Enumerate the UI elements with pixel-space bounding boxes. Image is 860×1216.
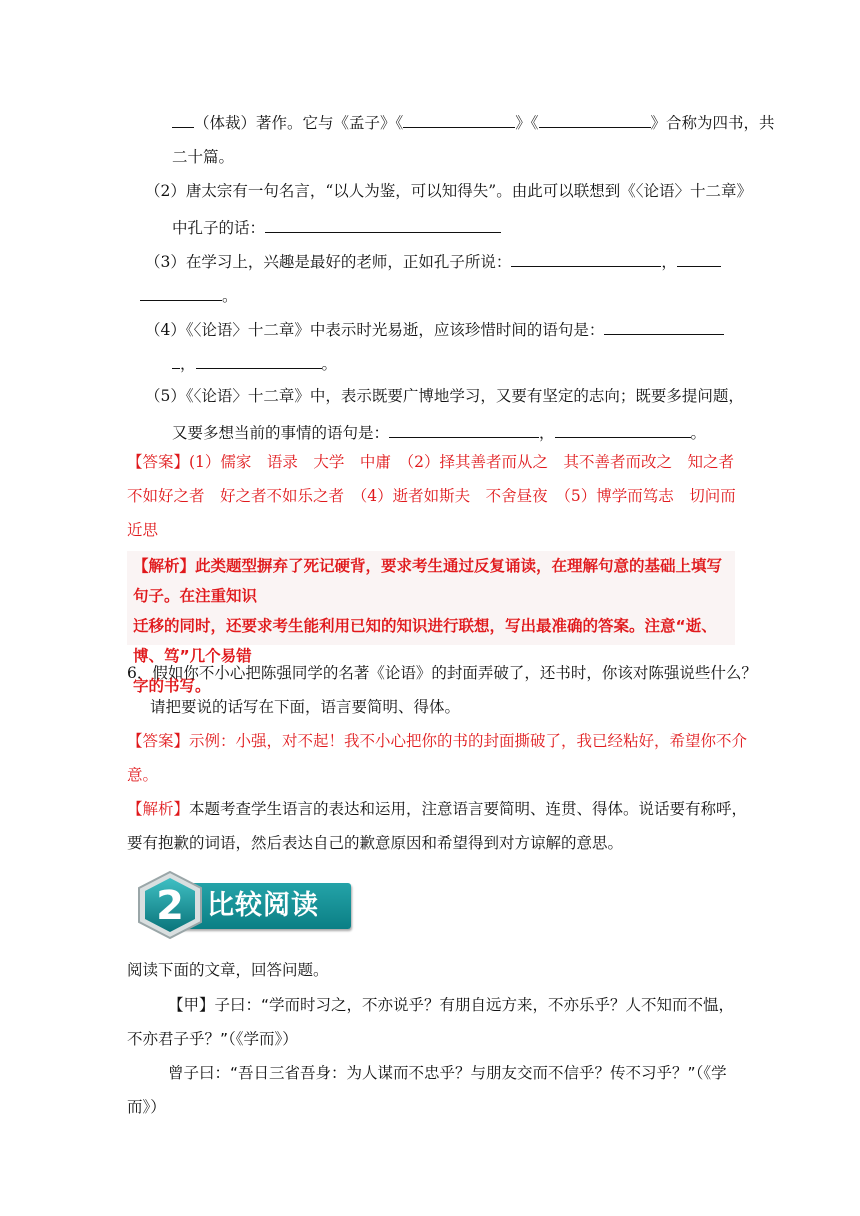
explanation5-line1: 【解析】此类题型摒弃了死记硬背，要求考生通过反复诵读，在理解句意的基础上填写句子。在注重知识 <box>133 557 723 605</box>
section-title: 比较阅读 <box>207 890 319 921</box>
section-number-hexagon-icon <box>133 869 207 941</box>
reading-intro: 阅读下面的文章，回答问题。 <box>127 961 329 979</box>
q5-line-2: 二十篇。 <box>172 148 235 166</box>
q5-sub2-line1: （2）唐太宗有一句名言，“以人为鉴，可以知得失”。由此可以联想到《〈论语〉十二章》 <box>145 182 752 200</box>
q5-text: 又要多想当前的事情的语句是： <box>172 424 390 442</box>
q6-line1: 6．假如你不小心把陈强同学的名著《论语》的封面弄破了，还书时，你该对陈强说些什么？ <box>127 664 757 682</box>
passage-zeng-line1: 曾子曰：“吾日三省吾身：为人谋而不忠乎？与朋友交而不信乎？传不习乎？”（《学 <box>168 1064 727 1082</box>
q5-sub2-line2 <box>172 216 501 238</box>
section-banner <box>133 869 353 941</box>
q5-text: ， <box>661 253 677 271</box>
q5-text: 》《 <box>515 114 539 132</box>
q5-text: ， <box>180 355 196 373</box>
explanation6-line2: 要有抱歉的词语，然后表达自己的歉意原因和希望得到对方谅解的意思。 <box>127 834 624 852</box>
q5-text: 。 <box>690 424 707 442</box>
q5-text: 。 <box>321 355 338 373</box>
blank-book-1 <box>403 111 515 128</box>
blank-sub3-a <box>511 250 661 267</box>
blank-sub5-b <box>555 421 691 438</box>
blank-sub3-b <box>677 250 721 267</box>
q5-text: 中孔子的话： <box>172 219 266 237</box>
section-number: 2 <box>156 883 184 929</box>
explanation6-line1 <box>127 799 747 819</box>
answer5-line3: 近思 <box>127 521 159 539</box>
answer5-line1: 【答案】(1）儒家 语录 大学 中庸 （2）择其善者而从之 其不善者而改之 知之者 <box>127 453 735 471</box>
answer6-line1: 【答案】示例：小强，对不起！我不小心把你的书的封面撕破了，我已经粘好，希望你不介 <box>127 732 748 750</box>
q5-text: 。 <box>222 287 238 305</box>
blank-sub4-a <box>604 318 724 335</box>
q5-text: 》合称为四书，共 <box>650 114 775 132</box>
q5-text: ， <box>539 424 555 442</box>
q5-sub3-line1 <box>145 250 721 272</box>
passage-jia-line2: 不亦君子乎？”（《学而》） <box>127 1030 298 1048</box>
blank-genre <box>172 111 194 128</box>
explanation5-line2: 迁移的同时，还要求考生能利用已知的知识进行联想，写出最准确的答案。注意“逝、博、笃”几个易错 <box>133 617 717 665</box>
passage-zeng-line2: 而》） <box>127 1098 166 1116</box>
q5-text: （体裁）著作。它与《孟子》《 <box>194 114 404 132</box>
q5-sub3-line2 <box>140 284 238 306</box>
answer6-line2: 意。 <box>127 766 159 784</box>
q5-sub4-line1 <box>145 318 724 340</box>
blank-sub2 <box>265 216 501 233</box>
blank-sub5-a <box>389 421 539 438</box>
q5-line-genre <box>172 111 775 133</box>
passage-jia-line1: 【甲】子曰：“学而时习之，不亦说乎？有朋自远方来，不亦乐乎？人不知而不愠， <box>168 996 735 1014</box>
explanation5-line3: 字的书写。 <box>133 677 211 695</box>
q5-text: （3）在学习上，兴趣是最好的老师，正如孔子所说： <box>145 253 512 271</box>
answer5-line2: 不如好之者 好之者不如乐之者 （4）逝者如斯夫 不舍昼夜 （5）博学而笃志 切问而 <box>127 487 736 505</box>
q5-text: （4）《〈论语〉十二章》中表示时光易逝，应该珍惜时间的语句是： <box>145 321 605 339</box>
blank-sub4-b <box>172 352 180 369</box>
q5-sub5-line1: （5）《〈论语〉十二章》中，表示既要广博地学习，又要有坚定的志向；既要多提问题， <box>145 387 744 405</box>
blank-sub4-c <box>196 352 322 369</box>
explanation6-label: 【解析】 <box>127 800 190 818</box>
explanation6-text: 本题考查学生语言的表达和运用，注意语言要简明、连贯、得体。说话要有称呼， <box>189 800 748 818</box>
q6-line2: 请把要说的话写在下面，语言要简明、得体。 <box>150 698 461 716</box>
blank-book-2 <box>539 111 651 128</box>
q5-sub5-line2 <box>172 421 706 443</box>
q5-sub4-line2 <box>172 352 337 374</box>
blank-sub3-c <box>140 284 222 301</box>
